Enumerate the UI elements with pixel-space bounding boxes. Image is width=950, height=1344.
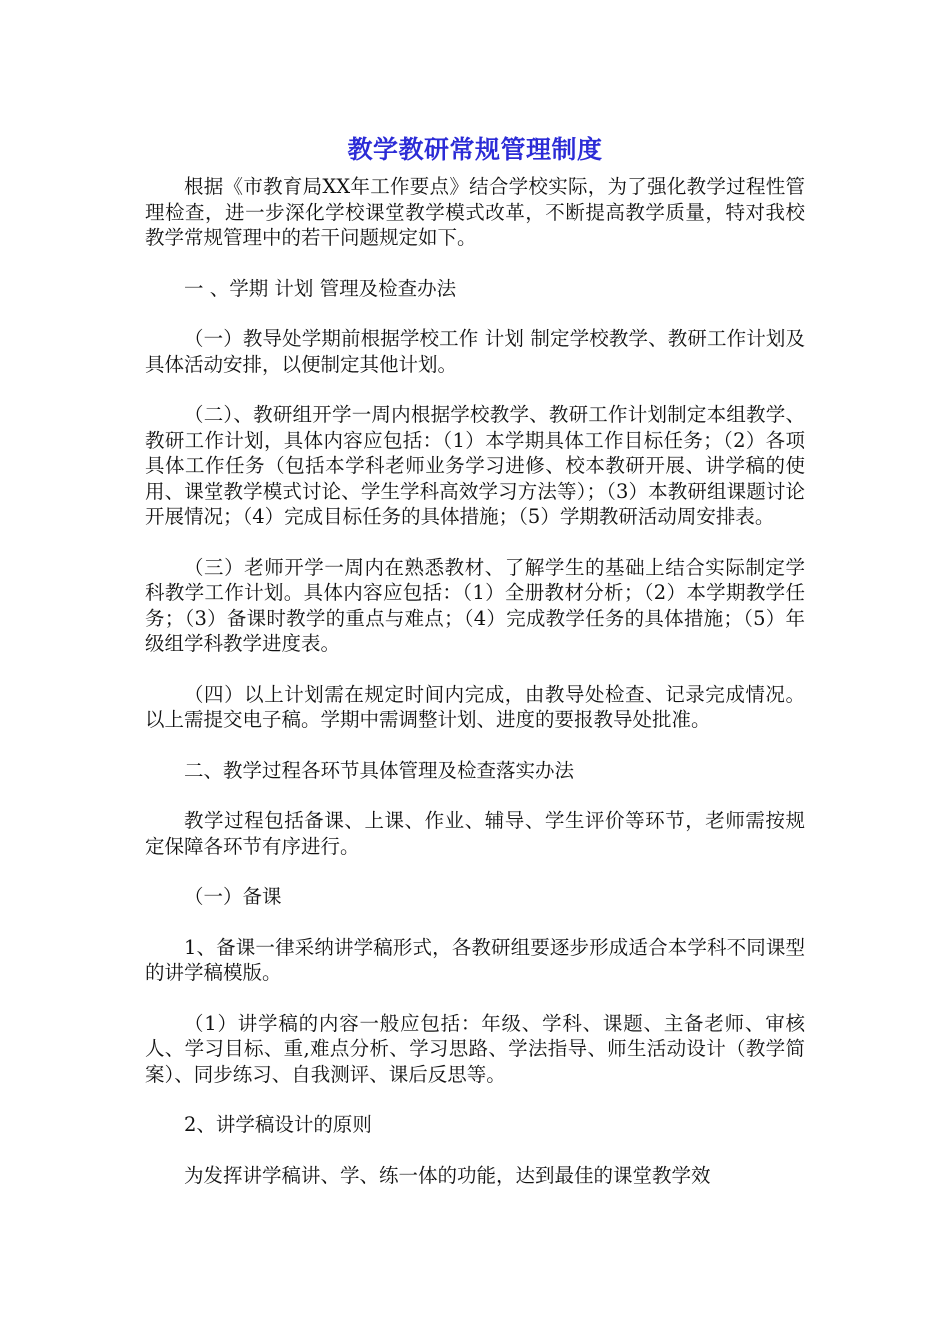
paragraph: （二）、教研组开学一周内根据学校教学、教研工作计划制定本组教学、教研工作计划，具体内容应包括：（1）本学期具体工作目标任务；（2）各项具体工作任务（包括本学科老师业务学习进修、校本教研开展、讲学稿的使用、课堂教学模式讨论、学生学科高效学习方法等）；（3）本教研组课题讨论开展情况；（4）完成目标任务的具体措施；（5）学期教研活动周安排表。 xyxy=(145,403,805,528)
section-heading-2: 二、教学过程各环节具体管理及检查落实办法 xyxy=(184,758,575,782)
paragraph: 1、备课一律采纳讲学稿形式，各教研组要逐步形成适合本学科不同课型的讲学稿模版。 xyxy=(145,935,805,984)
subsection-heading: 2、讲学稿设计的原则 xyxy=(184,1113,372,1136)
paragraph-intro: 根据《市教育局XX年工作要点》结合学校实际，为了强化教学过程性管理检查，进一步深化学校课堂教学模式改革，不断提高教学质量，特对我校教学常规管理中的若干问题规定如下。 xyxy=(145,175,805,249)
paragraph: 教学过程包括备课、上课、作业、辅导、学生评价等环节，老师需按规定保障各环节有序进行。 xyxy=(145,809,805,858)
paragraph: （一）教导处学期前根据学校工作 计划 制定学校教学、教研工作计划及具体活动安排，以便制定其他计划。 xyxy=(145,327,805,376)
paragraph: （四）以上计划需在规定时间内完成，由教导处检查、记录完成情况。以上需提交电子稿。学期中需调整计划、进度的要报教导处批准。 xyxy=(145,682,805,731)
document-body xyxy=(145,174,805,1213)
paragraph: （1）讲学稿的内容一般应包括：年级、学科、课题、主备老师、审核人、学习目标、重,难点分析、学习思路、学法指导、师生活动设计（教学简案）、同步练习、自我测评、课后反思等。 xyxy=(145,1011,805,1086)
paragraph: 为发挥讲学稿讲、学、练一体的功能，达到最佳的课堂教学效 xyxy=(184,1163,711,1187)
paragraph: （三）老师开学一周内在熟悉教材、了解学生的基础上结合实际制定学科教学工作计划。具体内容应包括：（1）全册教材分析；（2）本学期教学任务；（3）备课时教学的重点与难点；（4）完成教学任务的具体措施；（5）年级组学科教学进度表。 xyxy=(145,555,805,655)
document-title: 教学教研常规管理制度 xyxy=(347,135,603,164)
subsection-heading: （一）备课 xyxy=(184,885,282,908)
section-heading-1: 一 、学期 计划 管理及检查办法 xyxy=(184,276,457,300)
